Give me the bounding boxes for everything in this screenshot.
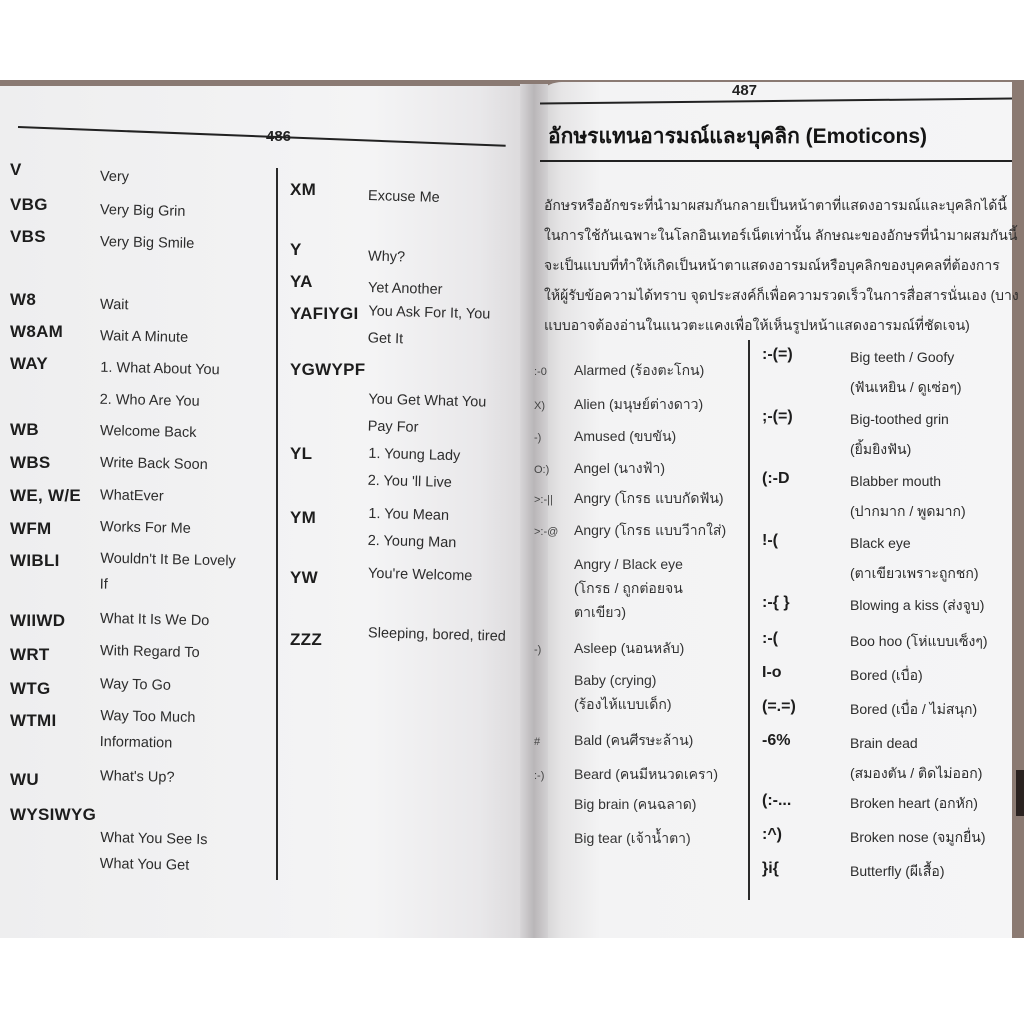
emoticon-meaning bbox=[574, 486, 724, 510]
meaning-line: Angry / Black eye bbox=[574, 556, 683, 572]
emoticon-meaning bbox=[574, 424, 676, 448]
meaning-line: Big tear (เจ้าน้ำตา) bbox=[574, 830, 691, 846]
abbreviation: VBS bbox=[10, 227, 46, 246]
meaning-line: Bored (เบื่อ) bbox=[850, 667, 923, 683]
abbreviation: WU bbox=[10, 770, 39, 789]
emoticon-code: >:-|| bbox=[534, 494, 553, 506]
emoticon-meaning bbox=[850, 626, 988, 656]
meaning bbox=[100, 514, 191, 542]
meaning-line: Angel (นางฟ้า) bbox=[574, 460, 666, 476]
meaning bbox=[100, 482, 164, 509]
meaning-line: (ปากมาก / พูดมาก) bbox=[850, 503, 966, 519]
title-underline bbox=[540, 160, 1012, 162]
meaning-line: WhatEver bbox=[99, 487, 164, 505]
background-top bbox=[0, 0, 1024, 85]
emoticon-meaning bbox=[574, 826, 691, 850]
abbreviation: XM bbox=[290, 180, 317, 199]
emoticon-meaning bbox=[574, 762, 718, 786]
meaning-line: What It Is We Do bbox=[99, 610, 210, 630]
abbreviation: YM bbox=[290, 508, 317, 527]
meaning-line: 1. You Mean bbox=[368, 505, 450, 524]
abbreviation: WAY bbox=[10, 354, 49, 373]
meaning bbox=[100, 323, 189, 351]
meaning-line: Why? bbox=[367, 248, 406, 266]
meaning-line: Very Big Smile bbox=[99, 234, 195, 252]
meaning-line: Blabber mouth bbox=[850, 473, 942, 489]
emoticon-code: O:) bbox=[534, 464, 550, 476]
meaning-line: 2. You 'll Live bbox=[367, 472, 453, 491]
emoticon-meaning bbox=[574, 728, 693, 752]
emoticon-meaning bbox=[574, 392, 703, 416]
meaning-line: (โกรธ / ถูกต่อยจน bbox=[574, 580, 683, 596]
meaning-line: (ร้องไห้แบบเด็ก) bbox=[574, 696, 672, 712]
meaning-line: Yet Another bbox=[367, 280, 443, 298]
paragraph-line: แบบอาจต้องอ่านในแนวตะแคงเพื่อให้เห็นรูปหน้าแสดงอารมณ์ที่ชัดเจน) bbox=[544, 317, 970, 333]
paragraph-line: ให้ผู้รับข้อความได้ทราบ จุดประสงค์ก็เพื่อความรวดเร็วในการสื่อสารนั่นเอง (บาง bbox=[544, 287, 1019, 303]
meaning-line: Pay For bbox=[367, 418, 419, 436]
meaning-line: Way To Go bbox=[99, 676, 172, 694]
emoticon-meaning bbox=[850, 788, 978, 818]
paragraph-line: ในการใช้กันเฉพาะในโลกอินเทอร์เน็ตเท่านั้น ลักษณะของอักษรที่นำมาผสมกันนี้ bbox=[544, 227, 1018, 243]
emoticon-meaning bbox=[850, 660, 923, 690]
emoticon-code: -) bbox=[534, 644, 542, 656]
meaning-line: Angry (โกรธ แบบกัดฟัน) bbox=[574, 490, 724, 506]
meaning-line: Alien (มนุษย์ต่างดาว) bbox=[574, 396, 704, 412]
emoticon-meaning bbox=[850, 694, 977, 724]
meaning-line: What You Get bbox=[99, 855, 190, 874]
meaning bbox=[99, 546, 236, 601]
meaning-line: (ตาเขียวเพราะถูกชก) bbox=[850, 565, 979, 581]
meaning-line: Get It bbox=[367, 330, 404, 348]
abbreviation: WIBLI bbox=[10, 551, 60, 570]
emoticon-code: # bbox=[534, 736, 541, 748]
emoticon-code: ;-(=) bbox=[762, 408, 793, 425]
meaning-line: ตาเขียว) bbox=[574, 604, 627, 620]
meaning-line: Works For Me bbox=[99, 519, 191, 537]
meaning bbox=[99, 703, 195, 757]
meaning-line: Butterfly (ผีเสื้อ) bbox=[850, 863, 945, 879]
meaning-line: Asleep (นอนหลับ) bbox=[574, 640, 685, 656]
emoticon-code: >:-@ bbox=[534, 526, 559, 538]
abbreviation: YA bbox=[290, 272, 313, 291]
emoticon-meaning bbox=[850, 590, 984, 620]
meaning-line: Blowing a kiss (ส่งจูบ) bbox=[850, 597, 985, 613]
emoticon-code: X) bbox=[534, 400, 545, 412]
paragraph-line: จะเป็นแบบที่ทำให้เกิดเป็นหน้าตาแสดงอารมณ์หรือบุคลิกของบุคคลที่ต้องการ bbox=[544, 257, 1000, 273]
meaning bbox=[367, 441, 460, 497]
meaning-line: What's Up? bbox=[99, 768, 175, 786]
emoticon-code: :-{ } bbox=[762, 594, 790, 611]
meaning-line: 2. Who Are You bbox=[99, 391, 200, 410]
emoticon-code: (=.=) bbox=[762, 698, 796, 715]
meaning bbox=[100, 197, 186, 225]
meaning bbox=[100, 450, 208, 478]
abbreviation: YL bbox=[290, 444, 313, 463]
meaning bbox=[368, 620, 507, 651]
meaning-line: You're Welcome bbox=[367, 565, 473, 585]
emoticon-meaning bbox=[850, 822, 986, 852]
meaning bbox=[100, 292, 129, 319]
meaning bbox=[100, 763, 175, 791]
meaning-line: Bored (เบื่อ / ไม่สนุก) bbox=[850, 701, 978, 717]
emoticon-meaning bbox=[850, 404, 949, 464]
meaning-line: 1. What About You bbox=[100, 359, 220, 379]
emoticon-code: :-) bbox=[534, 770, 545, 782]
abbreviation: YW bbox=[290, 568, 318, 587]
meaning-line: Bald (คนศีรษะล้าน) bbox=[574, 732, 694, 748]
meaning bbox=[100, 418, 197, 446]
meaning-line: Welcome Back bbox=[99, 422, 197, 442]
meaning bbox=[100, 164, 130, 191]
abbreviation: WTMI bbox=[10, 711, 57, 730]
emoticon-meaning bbox=[850, 728, 982, 788]
emoticon-meaning bbox=[574, 636, 684, 660]
emoticon-code: !-( bbox=[762, 532, 778, 549]
meaning-line: Information bbox=[99, 734, 173, 752]
emoticon-meaning bbox=[574, 358, 704, 382]
emoticon-meaning bbox=[850, 856, 945, 886]
right-column-divider bbox=[748, 340, 750, 900]
meaning-line: Black eye bbox=[850, 535, 911, 551]
meaning-line: Broken nose (จมูกยื่น) bbox=[850, 829, 986, 845]
abbreviation: VBG bbox=[10, 195, 48, 214]
meaning-line: Broken heart (อกหัก) bbox=[850, 795, 978, 811]
abbreviation: WE, W/E bbox=[10, 486, 82, 505]
meaning-line: 1. Young Lady bbox=[368, 445, 461, 465]
emoticon-code: -) bbox=[534, 432, 542, 444]
abbreviation: WBS bbox=[10, 453, 51, 472]
abbreviation: Y bbox=[290, 240, 302, 259]
abbreviation: V bbox=[10, 160, 22, 179]
meaning-line: Big-toothed grin bbox=[850, 411, 949, 427]
meaning-line: (ยิ้มยิงฟัน) bbox=[850, 441, 912, 457]
left-page-number: 486 bbox=[266, 128, 292, 145]
meaning bbox=[367, 501, 457, 557]
abbreviation: W8 bbox=[10, 290, 37, 309]
meaning-line: Brain dead bbox=[850, 735, 918, 751]
emoticon-code: }i{ bbox=[762, 860, 779, 877]
meaning-line: Very Big Grin bbox=[99, 202, 186, 220]
emoticon-code: :-0 bbox=[534, 366, 547, 378]
abbreviation: WTG bbox=[10, 679, 51, 698]
abbreviation: W8AM bbox=[10, 322, 64, 341]
meaning-line: Amused (ขบขัน) bbox=[574, 428, 677, 444]
emoticon-meaning bbox=[574, 552, 683, 624]
abbreviation: WRT bbox=[10, 645, 50, 664]
meaning-line: Sleeping, bored, tired bbox=[367, 625, 507, 645]
meaning-line: Very bbox=[99, 168, 130, 186]
abbreviation: ZZZ bbox=[290, 630, 323, 649]
emoticon-meaning bbox=[574, 668, 672, 716]
emoticon-meaning bbox=[850, 466, 966, 526]
right-page-number: 487 bbox=[732, 82, 758, 99]
meaning bbox=[99, 825, 207, 879]
meaning-line: Excuse Me bbox=[367, 188, 440, 206]
abbreviation: WIIWD bbox=[10, 611, 66, 630]
emoticon-meaning bbox=[574, 518, 726, 542]
meaning-line: Write Back Soon bbox=[99, 454, 208, 474]
meaning-line: Way Too Much bbox=[100, 708, 196, 726]
left-column-divider bbox=[276, 168, 278, 880]
meaning-line: Big teeth / Goofy bbox=[850, 349, 955, 365]
meaning-line: Wait bbox=[99, 296, 129, 314]
meaning bbox=[368, 183, 440, 212]
emoticon-meaning bbox=[574, 456, 665, 480]
meaning bbox=[100, 229, 195, 257]
abbreviation: WYSIWYG bbox=[10, 805, 97, 824]
abbreviation: YGWYPF bbox=[290, 360, 366, 379]
meaning bbox=[367, 298, 490, 355]
meaning-line: Big brain (คนฉลาด) bbox=[574, 796, 697, 812]
abbreviation: YAFIYGI bbox=[290, 304, 359, 323]
meaning bbox=[100, 606, 210, 634]
meaning-line: Boo hoo (โห่แบบเซ็งๆ) bbox=[850, 633, 988, 649]
abbreviation: WFM bbox=[10, 519, 52, 538]
meaning-line: Angry (โกรธ แบบวีากใส่) bbox=[574, 522, 727, 538]
emoticon-code: :-(=) bbox=[762, 346, 793, 363]
background-bottom bbox=[0, 938, 1024, 1024]
emoticon-code: -6% bbox=[762, 732, 791, 749]
meaning-line: Wait A Minute bbox=[99, 328, 189, 346]
meaning-line: Alarmed (ร้องตะโกน) bbox=[574, 362, 705, 378]
emoticon-code: I-o bbox=[762, 664, 782, 681]
emoticon-code: :^) bbox=[762, 826, 782, 843]
page-title: อักษรแทนอารมณ์และบุคลิก (Emoticons) bbox=[548, 125, 928, 148]
meaning bbox=[99, 355, 220, 415]
meaning bbox=[100, 638, 200, 666]
meaning-line: If bbox=[99, 576, 108, 593]
emoticon-meaning bbox=[850, 342, 962, 402]
intro-paragraph bbox=[544, 190, 1018, 340]
meaning bbox=[368, 561, 473, 591]
meaning-line: 2. Young Man bbox=[367, 532, 457, 552]
meaning-line: You Get What You bbox=[368, 391, 487, 411]
emoticon-meaning bbox=[850, 528, 979, 588]
meaning-line: (ฟันเหยิน / ดูเซ่อๆ) bbox=[850, 379, 962, 395]
emoticon-code: (:-D bbox=[762, 470, 790, 487]
meaning-line: (สมองตัน / ติดไม่ออก) bbox=[850, 765, 983, 781]
abbreviation: WB bbox=[10, 420, 39, 439]
paragraph-line: อักษรหรืออักขระที่นำมาผสมกันกลายเป็นหน้าตาที่แสดงอารมณ์และบุคลิกได้นี้ bbox=[544, 197, 1007, 213]
bookmark-tab bbox=[1016, 770, 1024, 816]
meaning-line: Wouldn't It Be Lovely bbox=[100, 550, 236, 570]
meaning-line: Baby (crying) bbox=[574, 672, 657, 688]
meaning-line: With Regard To bbox=[99, 642, 200, 662]
meaning-line: What You See Is bbox=[100, 829, 208, 849]
meaning bbox=[367, 386, 486, 443]
meaning-line: Beard (คนมีหนวดเครา) bbox=[574, 766, 719, 782]
meaning-line: You Ask For It, You bbox=[368, 303, 491, 323]
emoticon-code: (:-... bbox=[762, 792, 792, 809]
emoticon-meaning bbox=[574, 792, 696, 816]
emoticon-code: :-( bbox=[762, 630, 778, 647]
meaning bbox=[100, 671, 171, 698]
meaning bbox=[368, 244, 406, 272]
